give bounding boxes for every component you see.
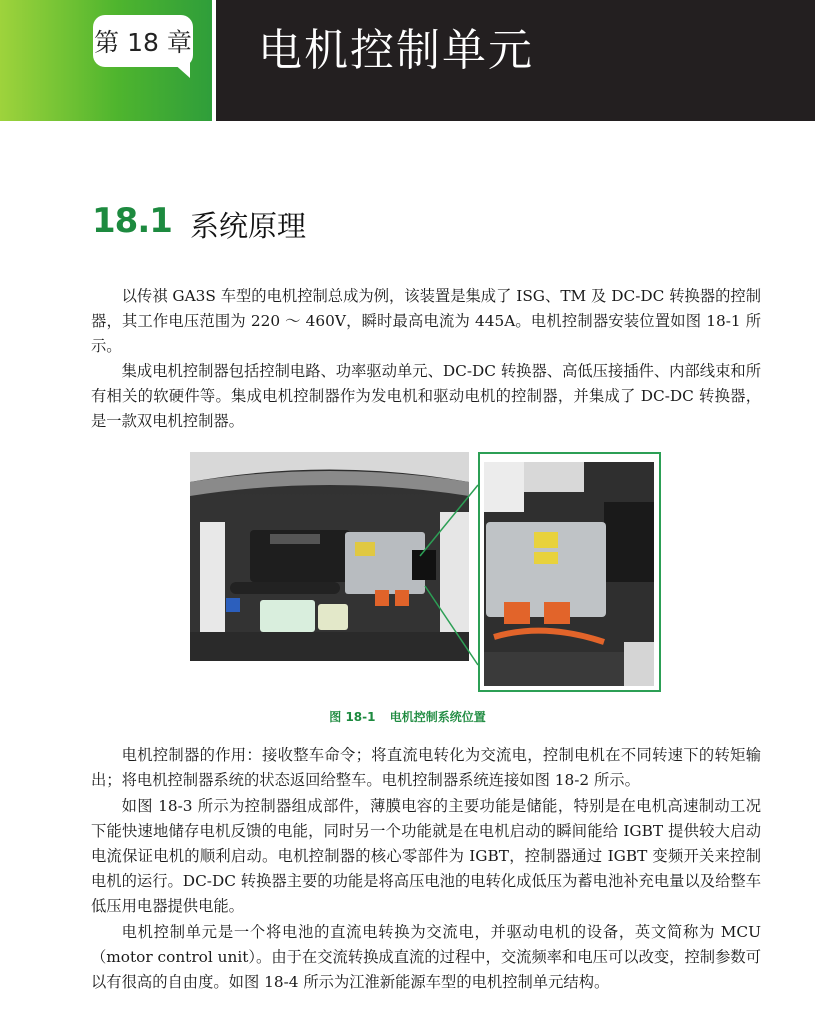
controller-illustration [484,462,654,686]
chapter-title: 电机控制单元 [258,25,534,76]
controller-closeup-photo [484,462,654,686]
section-title: 系统原理 [190,209,307,243]
paragraph-5: 电机控制单元是一个将电池的直流电转换为交流电，并驱动电机的设备，英文简称为 MCU（motor control unit）。由于在交流转换成直流的过程中，交流频率和电压可以改变，控制参数可以有很高的自由度。如图 18-4 所示为江淮新能源车型的电机控制单元结构。 [91,923,761,991]
paragraph-1: 以传祺 GA3S 车型的电机控制总成为例，该装置是集成了 ISG、TM 及 DC-DC 转换器的控制器，其工作电压范围为 220 ～ 460V，瞬时最高电流为 445A。电机控制器安装位置如图 18-1 所示。 [91,287,761,355]
paragraph-3: 电机控制器的作用：接收整车命令；将直流电转化为交流电，控制电机在不同转速下的转矩输出；将电机控制器系统的状态返回给整车。电机控制器系统连接如图 18-2 所示。 [91,746,761,789]
figure-caption-text: 电机控制系统位置 [389,710,486,724]
chapter-number-badge: 第 18 章 [93,15,193,67]
figure-caption [0,708,815,725]
figure-number: 图 18-1 [329,710,376,724]
section-number: 18.1 [92,201,172,241]
paragraph-2: 集成电机控制器包括控制电路、功率驱动单元、DC-DC 转换器、高低压接插件、内部线束和所有相关的软硬件等。集成电机控制器作为发电机和驱动电机的控制器，并集成了 DC-DC 转换器，是一款双电机控制器。 [91,362,761,430]
paragraph-4: 如图 18-3 所示为控制器组成部件，薄膜电容的主要功能是储能，特别是在电机高速制动工况下能快速地储存电机反馈的电能，同时另一个功能就是在电机启动的瞬间能给 IGBT 提供较大启动电流保证电机的顺利启动。电机控制器的核心零部件为 IGBT，控制器通过 IGBT 变频开关来控制电机的运行。DC-DC 转换器主要的功能是将高压电池的电转化成低压为蓄电池补充电量以及给整车低压用电器提供电能。 [91,797,761,915]
